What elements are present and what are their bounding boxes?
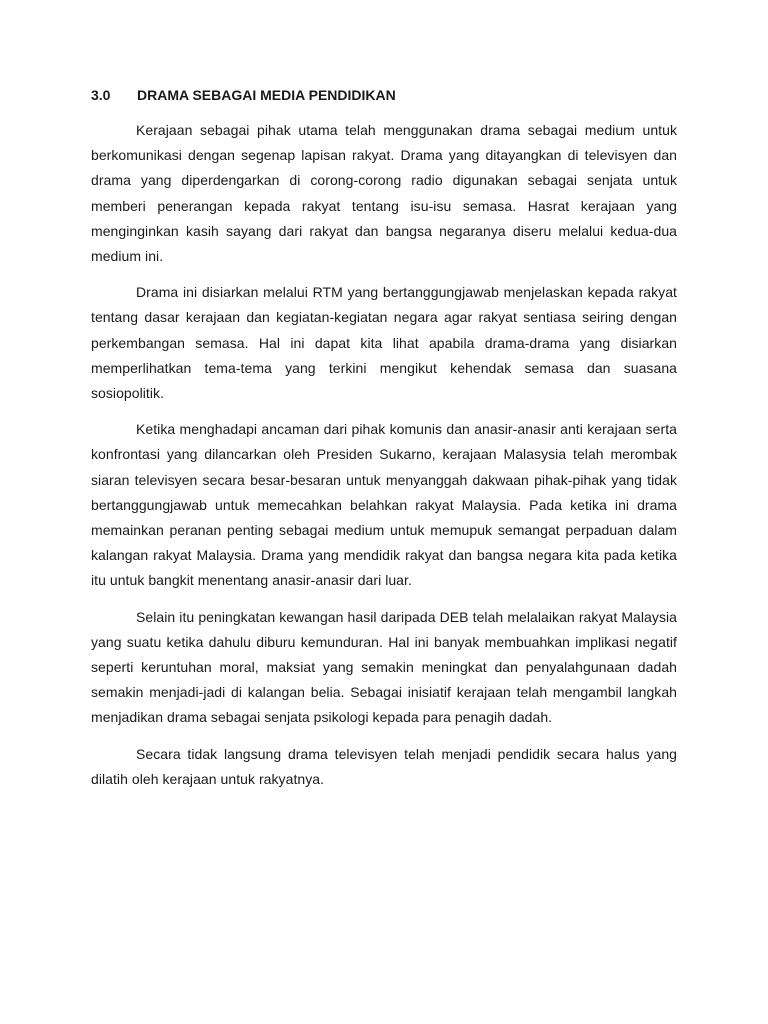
paragraph-5: Secara tidak langsung drama televisyen telah menjadi pendidik secara halus yang dilatih oleh kerajaan untuk rakyatnya. xyxy=(91,745,677,787)
paragraph-3: Ketika menghadapi ancaman dari pihak komunis dan anasir-anasir anti kerajaan serta konfrontasi yang dilancarkan oleh Presiden Sukarno, kerajaan Malasysia telah merombak siaran televisyen secara besar-besaran untuk menyanggah dakwaan pihak-pihak yang tidak bertanggungjawab untuk memecahkan belahkan rakyat Malaysia. Pada ketika ini drama memainkan peranan penting sebagai medium untuk memupuk semangat perpaduan dalam kalangan rakyat Malaysia. Drama yang mendidik rakyat dan bangsa negara kita pada ketika itu untuk bangkit menentang anasir-anasir dari luar. xyxy=(91,421,677,589)
paragraph-4: Selain itu peningkatan kewangan hasil daripada DEB telah melalaikan rakyat Malaysia yang suatu ketika dahulu diburu kemunduran. Hal ini banyak membuahkan implikasi negatif seperti keruntuhan moral, maksiat yang semakin meningkat dan penyalahgunaan dadah semakin menjadi-jadi di kalangan belia. Sebagai inisiatif kerajaan telah mengambil langkah menjadikan drama sebagai senjata psikologi kepada para penagih dadah. xyxy=(91,608,677,726)
section-heading xyxy=(91,86,677,104)
paragraph-1: Kerajaan sebagai pihak utama telah menggunakan drama sebagai medium untuk berkomunikasi dengan segenap lapisan rakyat. Drama yang ditayangkan di televisyen dan drama yang diperdengarkan di corong-corong radio digunakan sebagai senjata untuk memberi penerangan kepada rakyat tentang isu-isu semasa. Hasrat kerajaan yang menginginkan kasih sayang dari rakyat dan bangsa negaranya diseru melalui kedua-dua medium ini. xyxy=(91,122,677,265)
section-number: 3.0 xyxy=(91,87,111,103)
section-title: DRAMA SEBAGAI MEDIA PENDIDIKAN xyxy=(137,87,396,103)
paragraph-2: Drama ini disiarkan melalui RTM yang bertanggungjawab menjelaskan kepada rakyat tentang dasar kerajaan dan kegiatan-kegiatan negara agar rakyat sentiasa seiring dengan perkembangan semasa. Hal ini dapat kita lihat apabila drama-drama yang disiarkan memperlihatkan tema-tema yang terkini mengikut kehendak semasa dan suasana sosiopolitik. xyxy=(91,284,677,402)
